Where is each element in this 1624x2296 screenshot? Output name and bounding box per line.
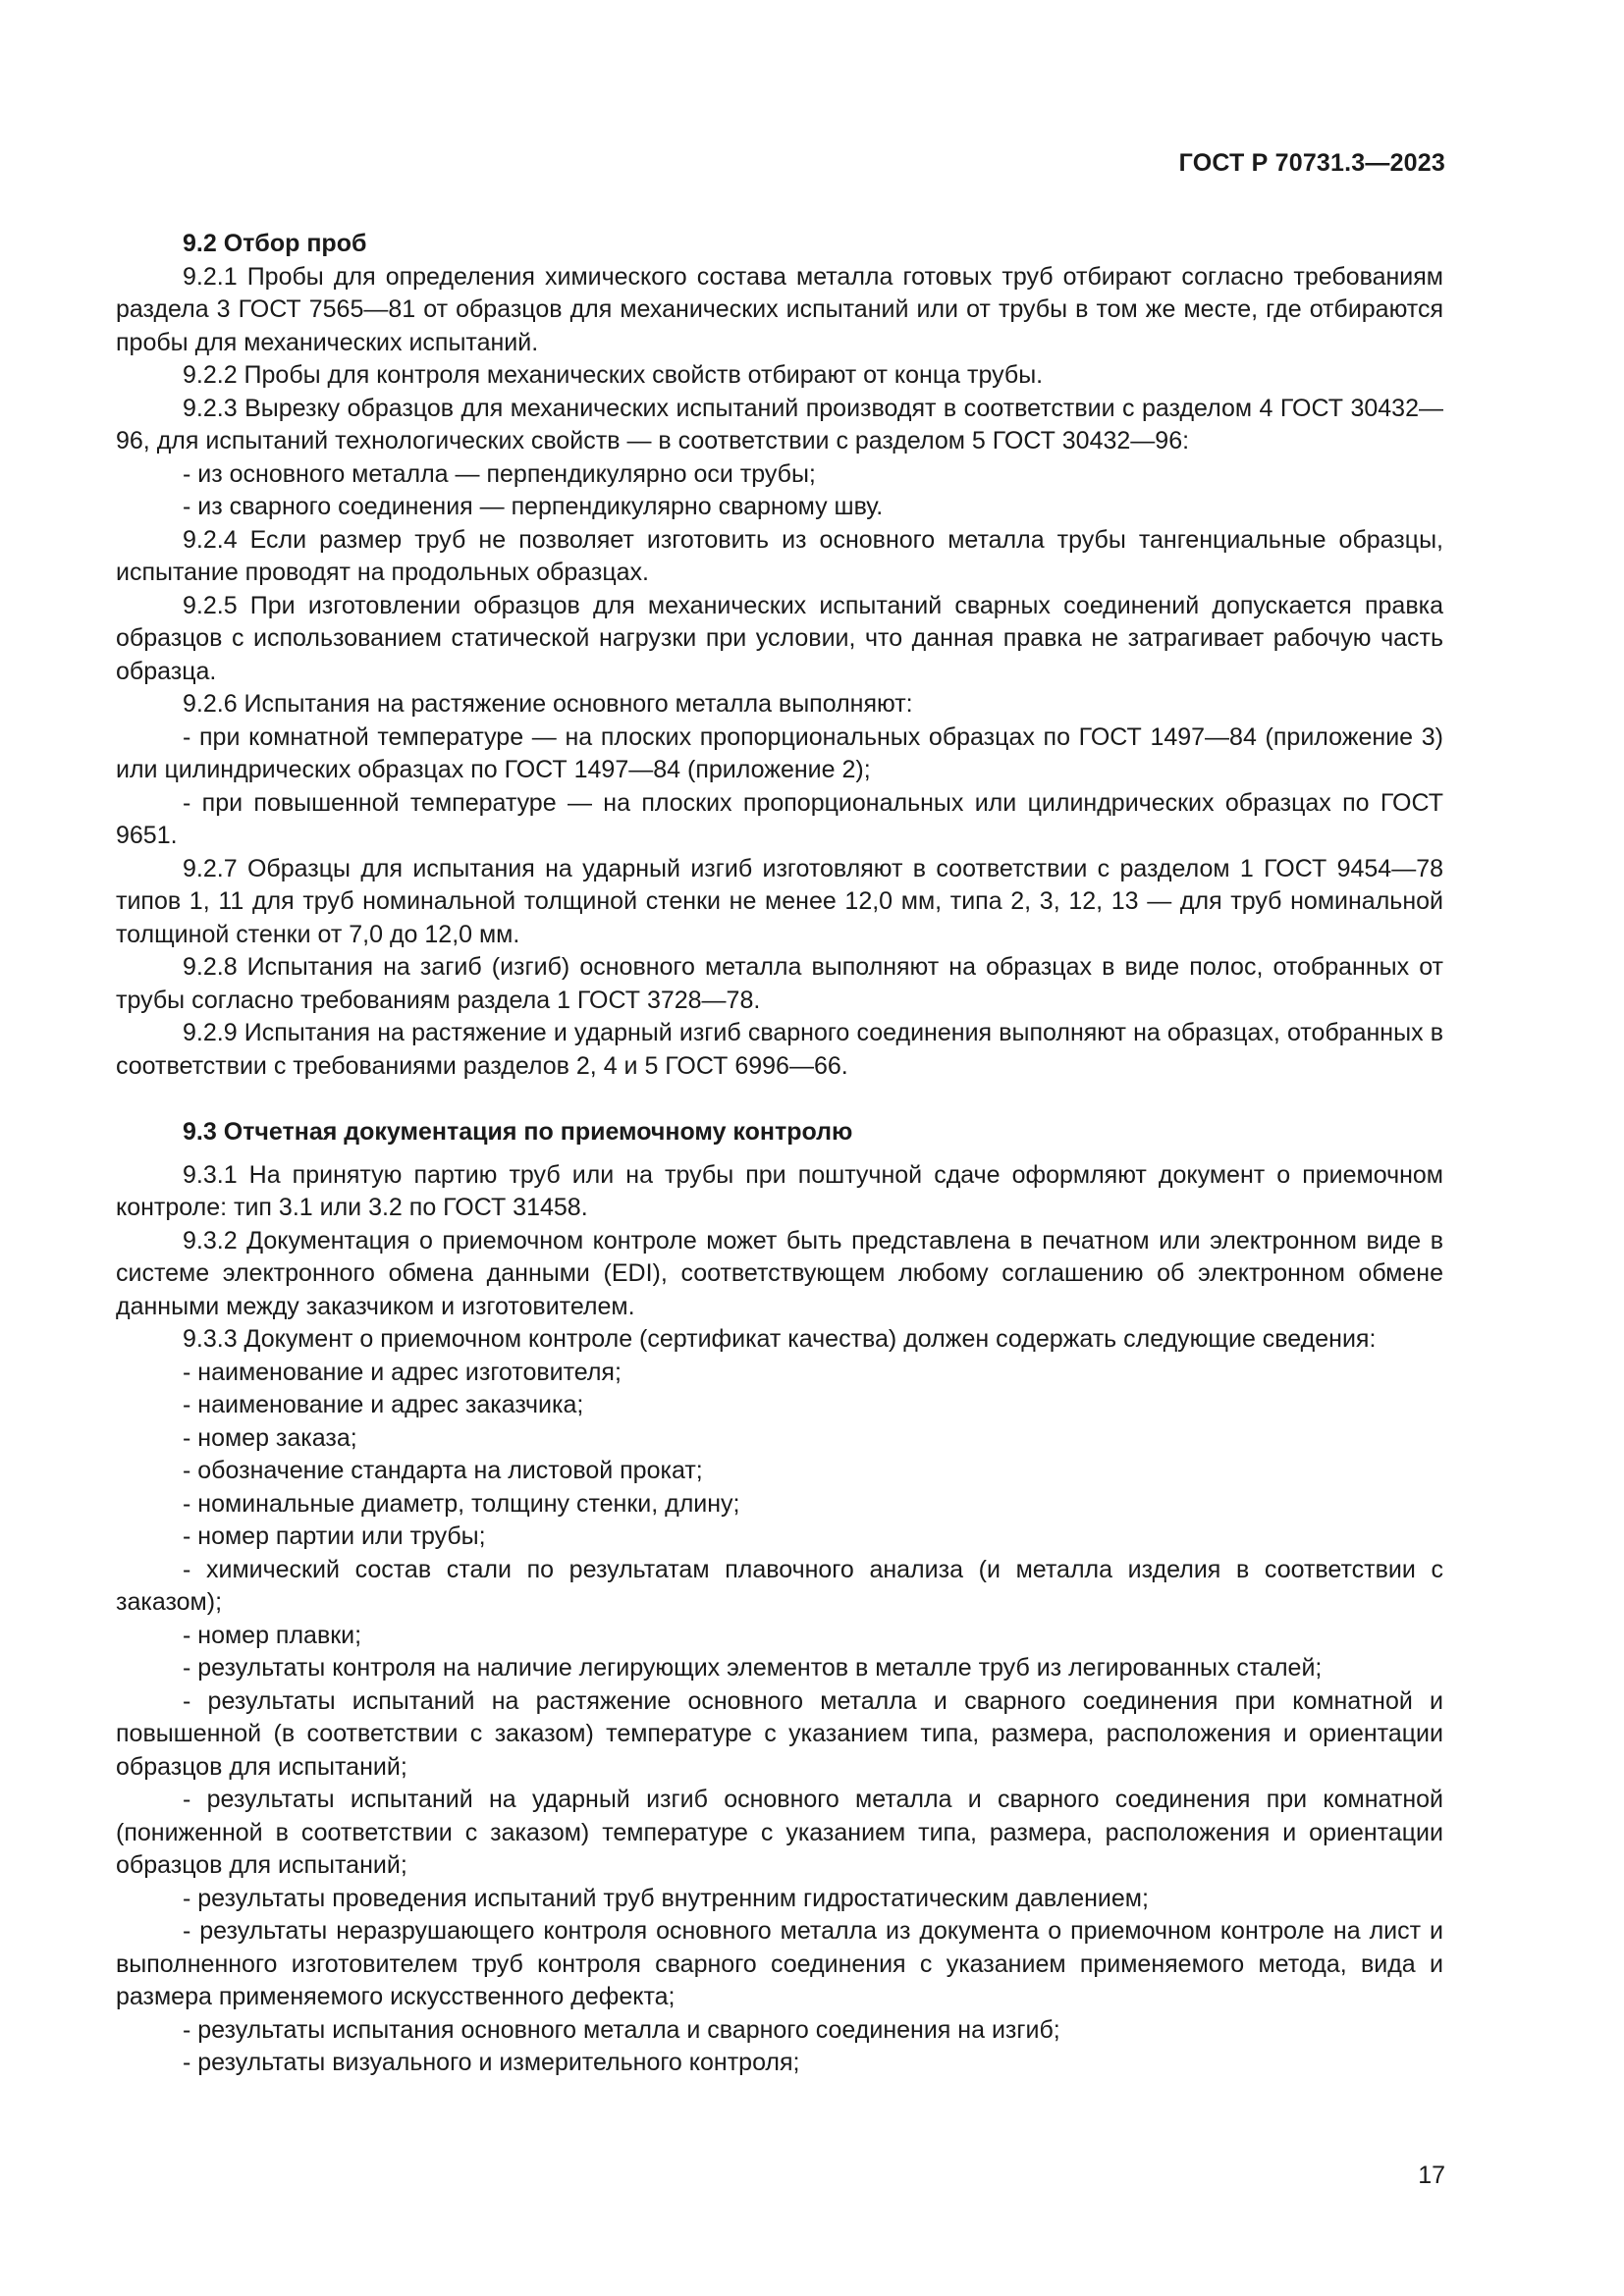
paragraph-9-3-3: 9.3.3 Документ о приемочном контроле (сертификат качества) должен содержать следующие сведения: xyxy=(183,1325,1377,1353)
list-item: - наименование и адрес заказчика; xyxy=(183,1391,584,1418)
page-content xyxy=(116,228,1443,2080)
list-item: - результаты испытаний на растяжение основного металла и сварного соединения при комнатной и повышенной (в соответствии с заказом) температуре с указанием типа, размера, расположения и ориентации образцов для испытаний; xyxy=(116,1686,1443,1781)
page-number: 17 xyxy=(1418,2162,1445,2189)
paragraph-9-3-2: 9.3.2 Документация о приемочном контроле может быть представлена в печатном или электронном виде в системе электронного обмена данными (EDI), соответствующем любому соглашению об электронном обмене данными между заказчиком и изготовителем. xyxy=(116,1226,1443,1320)
paragraph-9-2-2: 9.2.2 Пробы для контроля механических свойств отбирают от конца трубы. xyxy=(183,361,1044,389)
paragraph-9-2-8: 9.2.8 Испытания на загиб (изгиб) основного металла выполняют на образцах в виде полос, отобранных от трубы согласно требованиям раздела 1 ГОСТ 3728—78. xyxy=(116,953,1443,1014)
list-item: - результаты визуального и измерительного контроля; xyxy=(183,2049,800,2076)
list-item: - номер плавки; xyxy=(183,1621,362,1649)
list-item: - из основного металла — перпендикулярно оси трубы; xyxy=(183,459,816,488)
paragraph-9-2-1: 9.2.1 Пробы для определения химического состава металла готовых труб отбирают согласно требованиям раздела 3 ГОСТ 7565—81 от образцов для механических испытаний или от трубы в том же месте, где отбираются пробы для механических испытаний. xyxy=(116,262,1443,356)
list-item: - результаты испытаний на ударный изгиб основного металла и сварного соединения при комнатной (пониженной в соответствии с заказом) температуре с указанием типа, размера, расположения и ориентации образцов для испытаний; xyxy=(116,1786,1443,1879)
list-item: - результаты неразрушающего контроля основного металла из документа о приемочном контроле на лист и выполненного изготовителем труб контроля сварного соединения с указанием применяемого метода, вида и размера применяемого искусственного дефекта; xyxy=(116,1917,1443,2010)
list-item: - номер заказа; xyxy=(183,1423,357,1452)
list-item: - результаты испытания основного металла и сварного соединения на изгиб; xyxy=(183,2015,1060,2044)
paragraph-9-2-7: 9.2.7 Образцы для испытания на ударный изгиб изготовляют в соответствии с разделом 1 ГОСТ 9454—78 типов 1, 11 для труб номинальной толщиной стенки не менее 12,0 мм, типа 2, 3, 12, 13 — для труб номинальной толщиной стенки от 7,0 до 12,0 мм. xyxy=(116,854,1443,948)
paragraph-9-2-5: 9.2.5 При изготовлении образцов для механических испытаний сварных соединений допускается правка образцов с использованием статической нагрузки при условии, что данная правка не затрагивает рабочую часть образца. xyxy=(116,591,1443,685)
section-title-9-2: 9.2 Отбор проб xyxy=(183,230,367,257)
list-item: - из сварного соединения — перпендикулярно сварному шву. xyxy=(183,493,884,520)
list-item: - химический состав стали по результатам плавочного анализа (и металла изделия в соответствии с заказом); xyxy=(116,1555,1443,1616)
list-item: - наименование и адрес изготовителя; xyxy=(183,1358,622,1386)
paragraph-9-3-1: 9.3.1 На принятую партию труб или на трубы при поштучной сдаче оформляют документ о приемочном контроле: тип 3.1 или 3.2 по ГОСТ 31458. xyxy=(116,1160,1443,1221)
list-item: - результаты проведения испытаний труб внутренним гидростатическим давлением; xyxy=(183,1884,1149,1912)
list-item: - при комнатной температуре — на плоских пропорциональных образцах по ГОСТ 1497—84 (приложение 3) или цилиндрических образцах по ГОСТ 1497—84 (приложение 2); xyxy=(116,722,1443,783)
standard-designation: ГОСТ Р 70731.3—2023 xyxy=(1178,149,1445,177)
section-title-9-3: 9.3 Отчетная документация по приемочному контролю xyxy=(183,1118,853,1146)
paragraph-9-2-6: 9.2.6 Испытания на растяжение основного металла выполняют: xyxy=(183,690,913,718)
paragraph-9-2-4: 9.2.4 Если размер труб не позволяет изготовить из основного металла трубы тангенциальные образцы, испытание проводят на продольных образцах. xyxy=(116,525,1443,586)
list-item: - обозначение стандарта на листовой прокат; xyxy=(183,1457,703,1484)
list-item: - при повышенной температуре — на плоских пропорциональных или цилиндрических образцах по ГОСТ 9651. xyxy=(116,788,1443,849)
list-item: - номер партии или трубы; xyxy=(183,1522,486,1550)
paragraph-9-2-3: 9.2.3 Вырезку образцов для механических испытаний производят в соответствии с разделом 4 ГОСТ 30432—96, для испытаний технологических свойств — в соответствии с разделом 5 ГОСТ 30432—96: xyxy=(116,394,1443,454)
list-item: - результаты контроля на наличие легирующих элементов в металле труб из легированных сталей; xyxy=(183,1654,1323,1682)
list-item: - номинальные диаметр, толщину стенки, длину; xyxy=(183,1489,740,1518)
paragraph-9-2-9: 9.2.9 Испытания на растяжение и ударный изгиб сварного соединения выполняют на образцах, отобранных в соответствии с требованиями разделов 2, 4 и 5 ГОСТ 6996—66. xyxy=(116,1019,1443,1080)
